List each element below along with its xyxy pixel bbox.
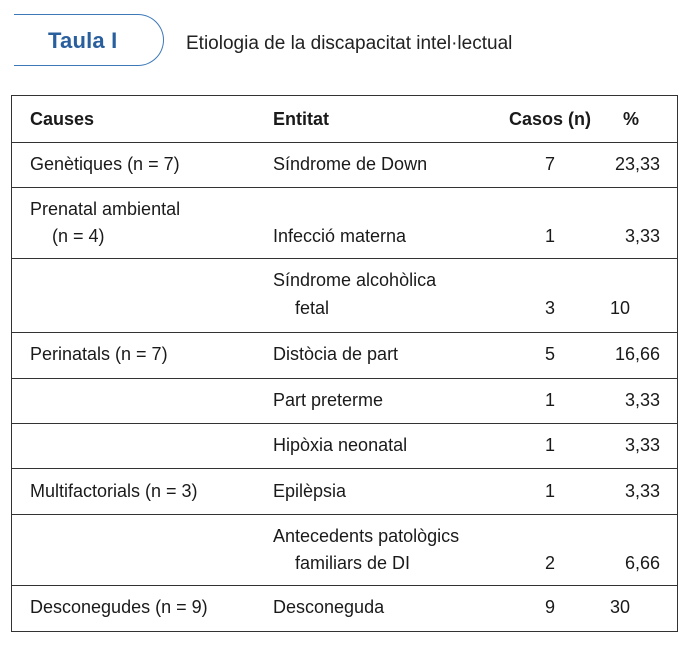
cell-cases: 2	[544, 553, 555, 573]
cell-entity: Hipòxia neonatal	[273, 435, 408, 455]
row-divider	[12, 514, 677, 515]
col-header-entitat: Entitat	[273, 109, 329, 129]
cell-pct: 3,33	[624, 481, 660, 501]
etiology-table	[11, 95, 678, 632]
cell-entity: Distòcia de part	[273, 344, 399, 364]
cell-pct: 16,66	[614, 344, 660, 364]
table-number: Taula I	[48, 28, 118, 53]
row-divider	[12, 423, 677, 424]
row-divider	[12, 258, 677, 259]
cell-cases: 1	[544, 481, 555, 501]
cell-pct: 3,33	[624, 435, 660, 455]
cell-cause-cont: (n = 4)	[52, 226, 105, 246]
cell-entity: Infecció materna	[273, 226, 407, 246]
cell-cases: 1	[544, 226, 555, 246]
row-divider	[12, 142, 677, 143]
col-header-casos: Casos (n)	[508, 109, 591, 129]
cell-pct: 3,33	[624, 390, 660, 410]
cell-cases: 9	[544, 597, 555, 617]
cell-cases: 3	[544, 298, 555, 318]
cell-cause: Prenatal ambiental	[30, 199, 181, 219]
col-header-causes: Causes	[30, 109, 95, 129]
cell-cases: 1	[544, 390, 555, 410]
cell-pct: 30	[609, 597, 630, 617]
cell-entity: Desconeguda	[273, 597, 385, 617]
cell-entity-cont: fetal	[295, 298, 330, 318]
cell-pct: 10	[609, 298, 630, 318]
cell-cause: Multifactorials (n = 3)	[30, 481, 198, 501]
cell-cause: Desconegudes (n = 9)	[30, 597, 208, 617]
row-divider	[12, 187, 677, 188]
cell-cases: 7	[544, 154, 555, 174]
cell-cases: 5	[544, 344, 555, 364]
cell-entity: Síndrome alcohòlica	[273, 270, 437, 290]
cell-entity: Part preterme	[273, 390, 384, 410]
cell-entity-cont: familiars de DI	[295, 553, 411, 573]
table-header	[14, 14, 694, 70]
cell-pct: 23,33	[614, 154, 660, 174]
cell-entity: Epilèpsia	[273, 481, 347, 501]
cell-pct: 3,33	[624, 226, 660, 246]
row-divider	[12, 468, 677, 469]
cell-cause: Genètiques (n = 7)	[30, 154, 180, 174]
row-divider	[12, 332, 677, 333]
cell-entity: Síndrome de Down	[273, 154, 428, 174]
table-title: Etiologia de la discapacitat intel·lectual	[186, 33, 513, 54]
cell-cases: 1	[544, 435, 555, 455]
cell-entity: Antecedents patològics	[273, 526, 460, 546]
table-number-tab	[14, 14, 164, 66]
row-divider	[12, 378, 677, 379]
row-divider	[12, 585, 677, 586]
col-header-pct: %	[622, 109, 639, 129]
cell-pct: 6,66	[624, 553, 660, 573]
cell-cause: Perinatals (n = 7)	[30, 344, 168, 364]
